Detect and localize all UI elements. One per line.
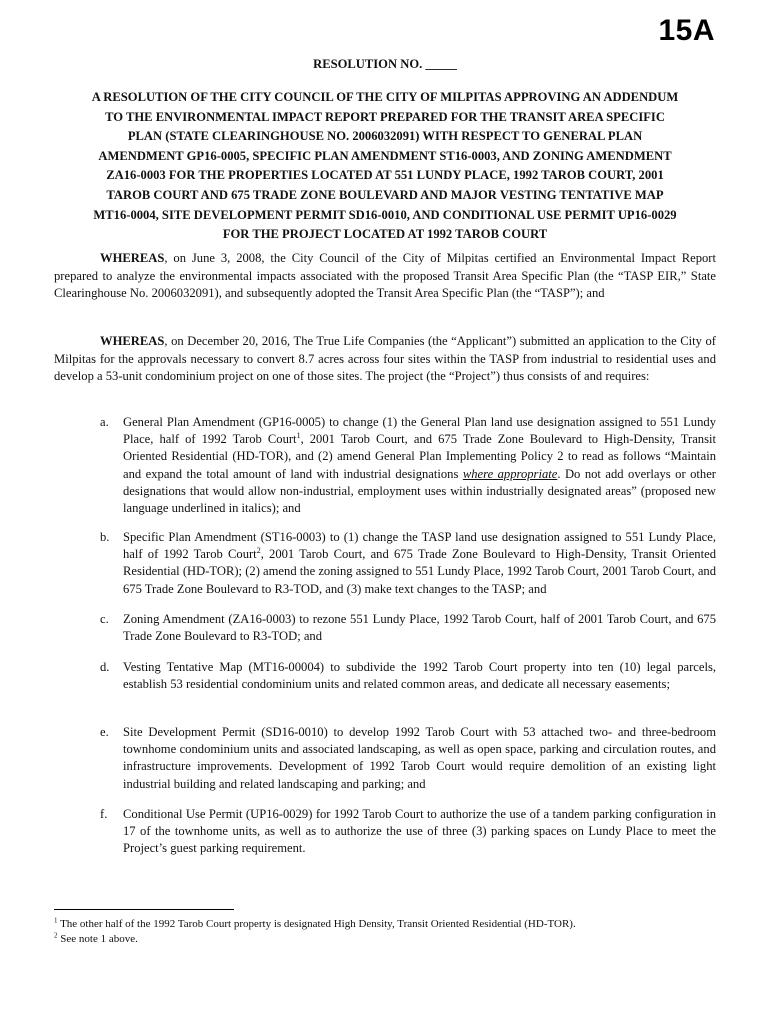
resolution-number: RESOLUTION NO. _____ (313, 57, 457, 71)
list-item-e (100, 724, 716, 793)
title-line: FOR THE PROJECT LOCATED AT 1992 TAROB COURT (222, 227, 548, 242)
list-marker: b. (100, 530, 110, 544)
title-line: A RESOLUTION OF THE CITY COUNCIL OF THE CITY OF MILPITAS APPROVING AN ADDENDUM (91, 90, 679, 104)
list-marker: c. (100, 612, 109, 626)
whereas-text: , on December 20, 2016, The True Life Companies (the “Applicant”) submitted an application to the City of Milpitas for the approvals necessary to convert 8.7 acres across four sites within the TASP from industrial to residential uses and develop a 53-unit condominium project on one of those sites. The project (the “Project”) thus consists of and requires: (54, 334, 716, 384)
footnote-text: The other half of the 1992 Tarob Court property is designated High Density, Transit Oriented Residential (HD-TOR). (60, 918, 576, 930)
whereas-lead: WHEREAS (100, 334, 165, 348)
item-text: Site Development Permit (SD16-0010) to develop 1992 Tarob Court with 53 attached two- and three-bedroom townhome condominium units and associated landscaping, as well as open space, parking and circulation routes, and infrastructure improvements. Development of 1992 Tarob Court would require demolition of an existing light industrial building and related landscaping and parking; and (123, 725, 716, 791)
list-marker: a. (100, 415, 109, 429)
footnote-text: See note 1 above. (60, 933, 138, 945)
whereas-paragraph-2 (54, 333, 716, 386)
item-text: . Do not add overlays or other designations that would allow non-industrial, employment uses within industrially designated areas” (proposed new language underlined in italics); and (123, 466, 716, 516)
list-item-b (100, 529, 716, 598)
list-item-d (100, 659, 716, 693)
footnote-2 (54, 932, 138, 946)
title-line: MT16-0004, SITE DEVELOPMENT PERMIT SD16-0010, AND CONDITIONAL USE PERMIT UP16-0029 (93, 207, 677, 222)
whereas-text: , on June 3, 2008, the City Council of the City of Milpitas certified an Environmental Impact Report prepared to analyze the environmental impacts associated with the proposed Transit Area Specific Plan (the “TASP EIR,” State Clearinghouse No. 2006032091), and subsequently adopted the Transit Area Specific Plan (the “TASP”); and (54, 251, 716, 301)
underlined-text: where appropriate (462, 466, 558, 481)
item-text: Zoning Amendment (ZA16-0003) to rezone 551 Lundy Place, 1992 Tarob Court, half of 2001 Tarob Court, and 675 Trade Zone Boulevard to R3-TOD; and (123, 612, 716, 644)
title-line: PLAN (STATE CLEARINGHOUSE NO. 2006032091) WITH RESPECT TO GENERAL PLAN (127, 129, 643, 144)
footnote-number: 1 (54, 916, 58, 925)
title-line: TAROB COURT AND 675 TRADE ZONE BOULEVARD AND MAJOR VESTING TENTATIVE MAP (106, 187, 664, 202)
footnote-number: 2 (54, 931, 58, 940)
footnote-ref: 2 (256, 546, 261, 556)
list-item-c (100, 611, 716, 645)
footnote-divider (54, 909, 234, 910)
title-line: ZA16-0003 FOR THE PROPERTIES LOCATED AT 551 LUNDY PLACE, 1992 TAROB COURT, 2001 (106, 168, 664, 183)
whereas-paragraph-1 (54, 250, 716, 303)
list-item-a (100, 414, 716, 517)
footnote-1 (54, 917, 576, 931)
resolution-title (50, 88, 720, 245)
item-text: General Plan Amendment (GP16-0005) to change (1) the General Plan land use designation assigned to 551 Lundy Place, half of 1992 Tarob Court (123, 415, 716, 447)
list-marker: f. (100, 807, 108, 821)
item-text: Conditional Use Permit (UP16-0029) for 1992 Tarob Court to authorize the use of a tandem parking configuration in 17 of the townhome units, as well as to authorize the use of three (3) parking spaces on Lundy Place to meet the Project’s guest parking requirement. (123, 807, 716, 856)
list-item-f (100, 806, 716, 858)
whereas-lead: WHEREAS (100, 251, 165, 265)
item-text: , 2001 Tarob Court, and 675 Trade Zone Boulevard to High-Density, Transit Oriented Residential (HD-TOR); (2) amend the zoning assigned to 551 Lundy Place, 1992 Tarob Court, 2001 Tarob Court, and 675 Trade Zone Boulevard to R3-TOD, and (3) make text changes to the TASP; and (123, 547, 716, 596)
title-line: TO THE ENVIRONMENTAL IMPACT REPORT PREPARED FOR THE TRANSIT AREA SPECIFIC (105, 109, 665, 124)
list-marker: d. (100, 660, 110, 674)
title-line: AMENDMENT GP16-0005, SPECIFIC PLAN AMENDMENT ST16-0003, AND ZONING AMENDMENT (98, 148, 672, 163)
item-text: , 2001 Tarob Court, and 675 Trade Zone Boulevard to High-Density, Transit Oriented Residential (HD-TOR), and (2) amend General Plan Implementing Policy 2 to read as follows “Maintain and expand the total amount of land with industrial designations (123, 432, 716, 481)
footnote-ref: 1 (296, 431, 301, 441)
agenda-item-badge: 15A (658, 14, 715, 47)
item-text: Specific Plan Amendment (ST16-0003) to (1) change the TASP land use designation assigned to 551 Lundy Place, half of 1992 Tarob Court (123, 530, 716, 562)
item-text: Vesting Tentative Map (MT16-00004) to subdivide the 1992 Tarob Court property into ten (10) legal parcels, establish 53 residential condominium units and related common areas, and dedicate all necessary easements; (123, 660, 716, 692)
list-marker: e. (100, 725, 109, 739)
